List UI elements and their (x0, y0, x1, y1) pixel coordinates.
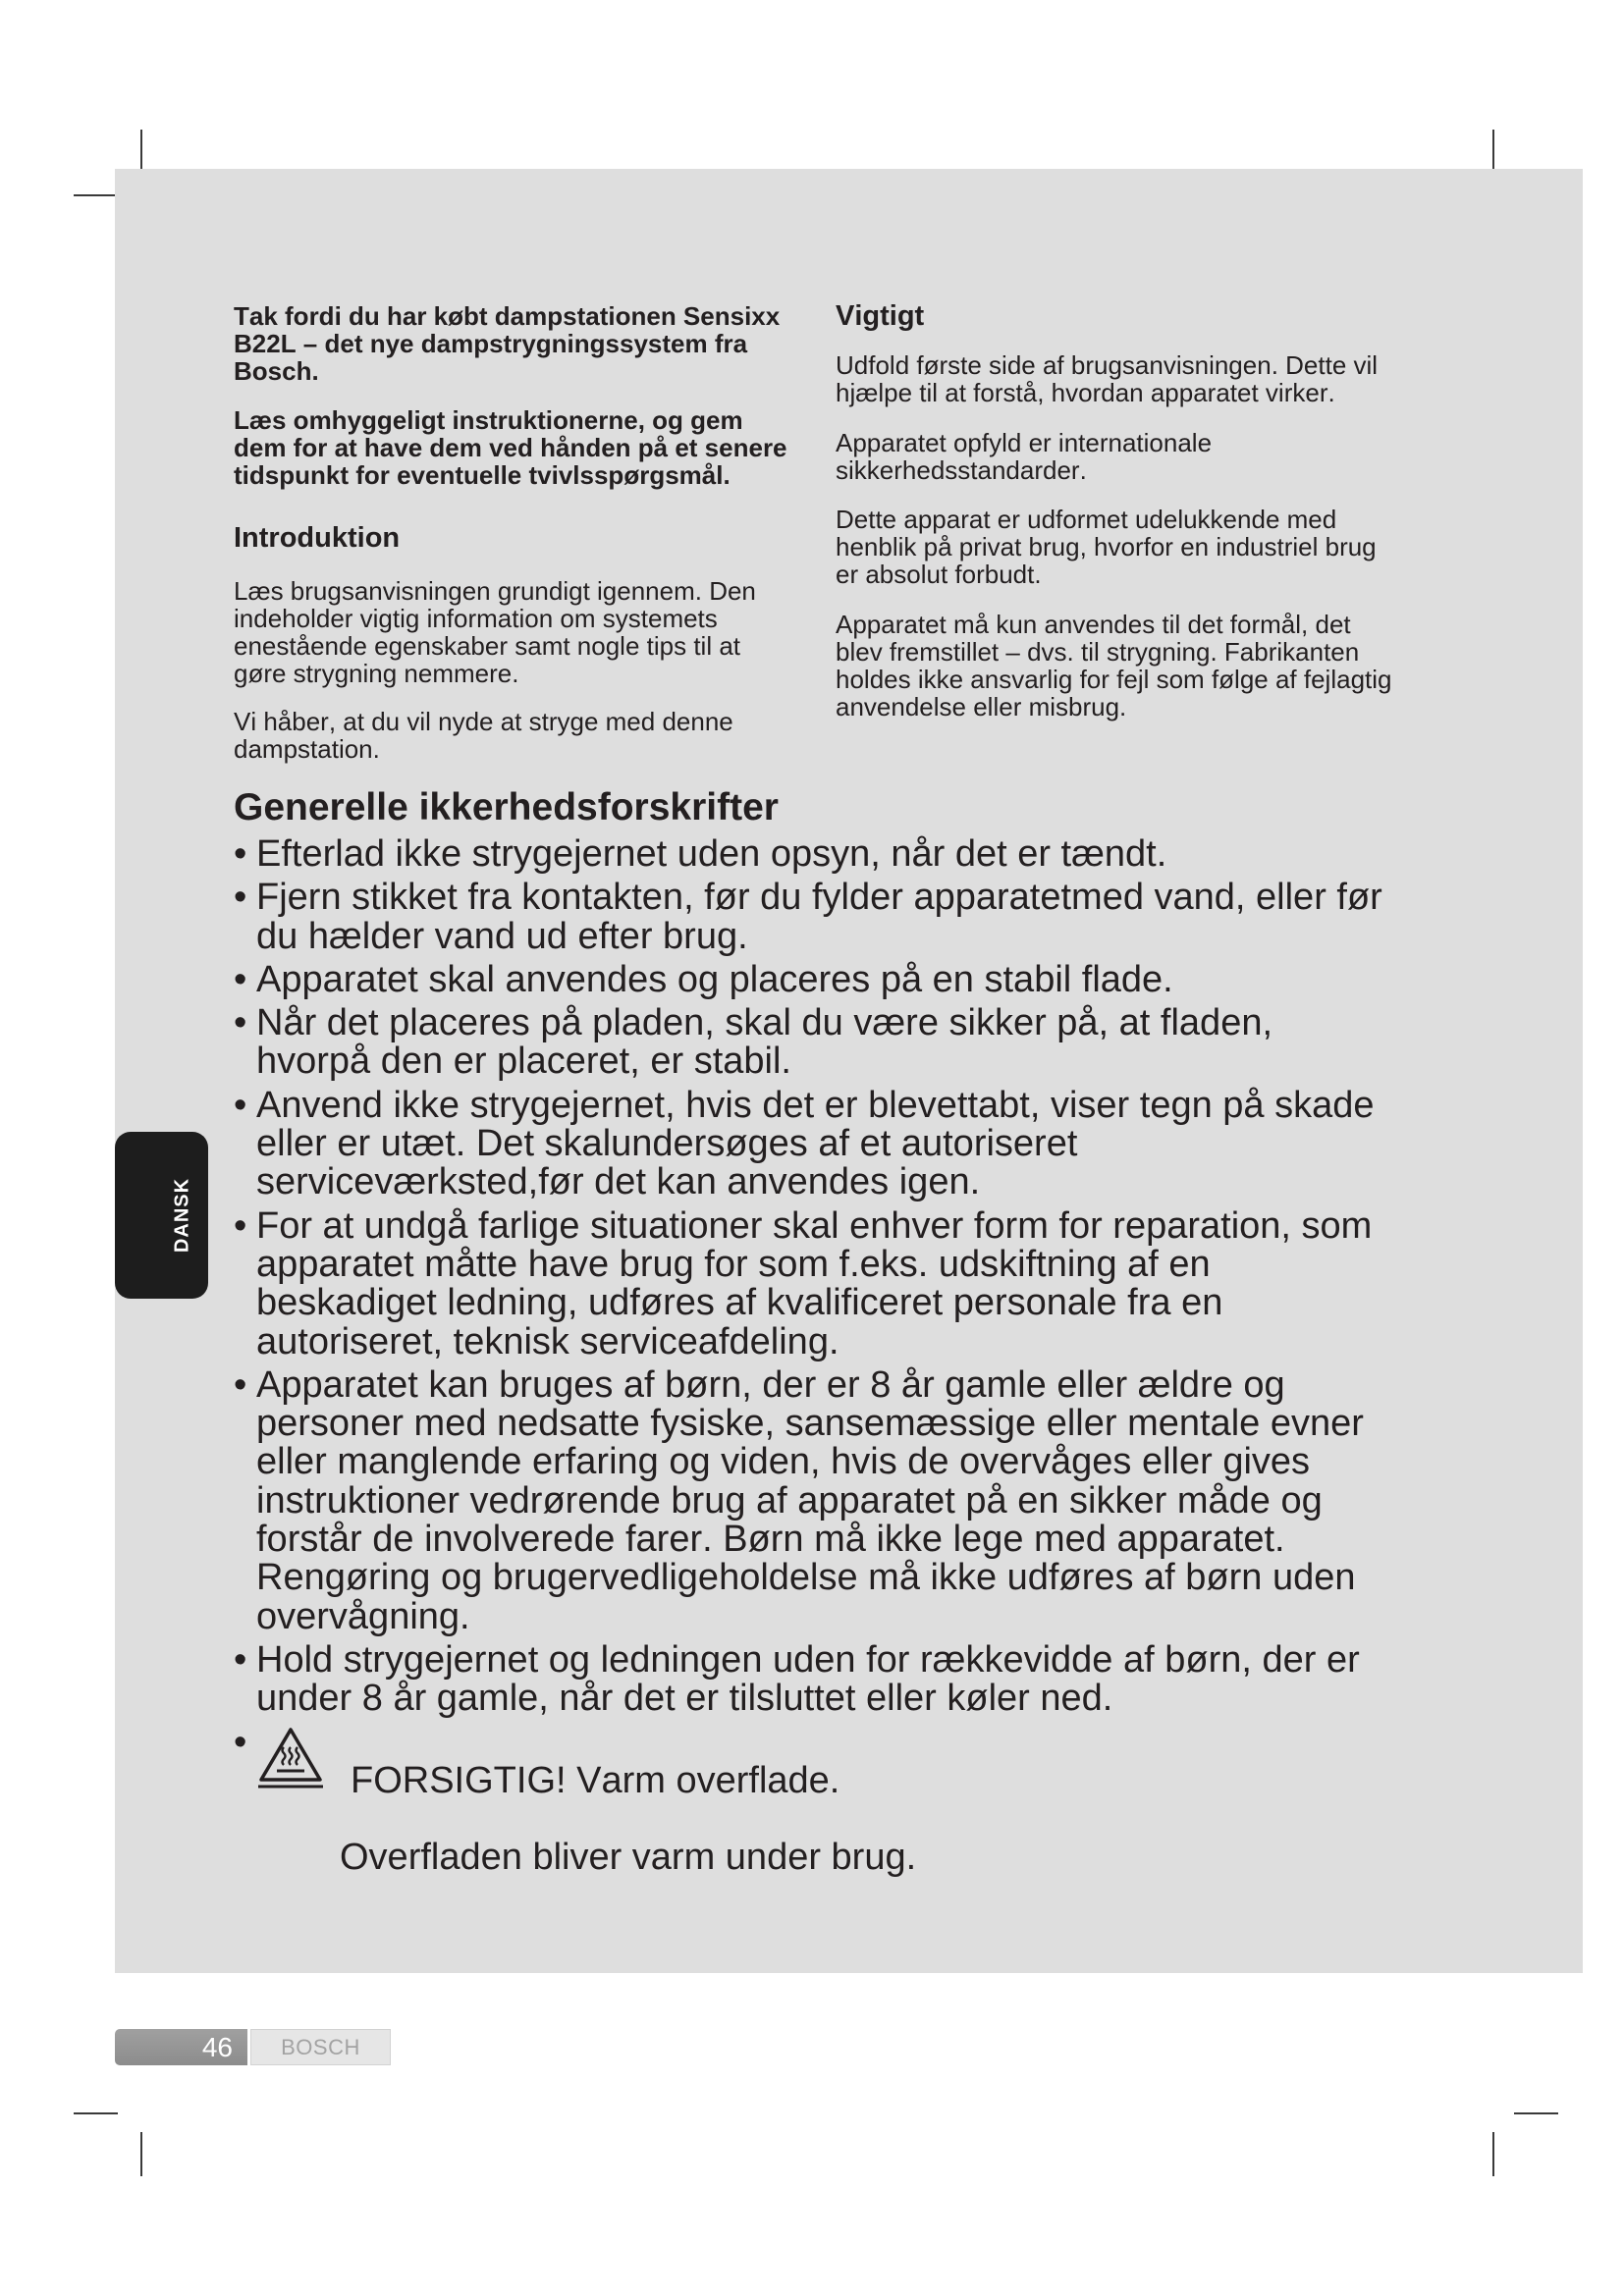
safety-item-text: For at undgå farlige situationer skal enhver form for reparation, som apparatet måtte have brug for som f.eks. udskiftning af en beskadiget ledning, udføres af kvalificeret personale fra en autoriseret, teknisk serviceafdeling. (256, 1204, 1373, 1362)
language-tab-label: DANSK (171, 1177, 193, 1254)
warning-description: Overfladen bliver varm under brug. (340, 1837, 917, 1879)
safety-list-item (234, 835, 1530, 874)
intro-paragraph: Læs brugsanvisningen grundigt igennem. Den indeholder vigtig information om systemets enestående egenskaber samt nogle tips til at gøre strygning nemmere. (234, 575, 756, 688)
warning-title: FORSIGTIG! Varm overflade. (351, 1759, 840, 1801)
bullet-icon: • (234, 833, 247, 875)
intro-heading: Introduktion (234, 521, 401, 554)
bullet-icon: • (234, 1204, 247, 1247)
safety-list-item (234, 879, 1530, 956)
important-paragraph: Apparatet må kun anvendes til det formål, det blev fremstillet – dvs. til strygning. Fabrikanten holdes ikke ansvarlig for fejl som følge af fejlagtig anvendelse eller misbrug. (836, 609, 1392, 721)
heat-wave (290, 1747, 293, 1765)
crop-mark (140, 2132, 142, 2176)
safety-item-text: Når det placeres på pladen, skal du være sikker på, at fladen, hvorpå den er placeret, er stabil. (256, 1002, 1273, 1083)
safety-item-text: Hold strygejernet og ledningen uden for rækkevidde af børn, der er under 8 år gamle, når det er tilsluttet eller køler ned. (256, 1638, 1360, 1720)
bullet-icon: • (234, 958, 247, 1000)
page-number: 46 (115, 2029, 247, 2065)
crop-mark (1492, 2132, 1494, 2176)
heat-wave (283, 1747, 286, 1765)
crop-mark (1514, 2112, 1558, 2114)
hot-surface-warning-icon (256, 1724, 325, 1792)
thank-you-paragraph: Tak fordi du har købt dampstationen Sensixx B22L – det nye dampstrygningssystem fra Bosch. (234, 301, 781, 386)
bullet-icon: • (234, 1002, 247, 1044)
safety-item-text: Efterlad ikke strygejernet uden opsyn, når det er tændt. (256, 833, 1167, 875)
hot-surface-warning-icon-graphic (256, 1724, 325, 1792)
crop-mark (74, 194, 118, 196)
brand-label: BOSCH (250, 2029, 391, 2065)
safety-section (234, 785, 1530, 1921)
safety-item-text: Fjern stikket fra kontakten, før du fylder apparatetmed vand, eller før du hælder vand ud efter brug. (256, 877, 1382, 957)
important-heading: Vigtigt (836, 300, 925, 332)
safety-list-item (234, 1363, 1530, 1637)
important-column (836, 282, 1464, 738)
safety-item-text: Apparatet skal anvendes og placeres på en stabil flade. (256, 958, 1173, 1000)
intro-column (234, 285, 823, 780)
bullet-icon: • (234, 1721, 247, 1763)
language-tab (115, 1132, 208, 1299)
safety-list-item (234, 958, 1530, 1000)
bullet-icon: • (234, 1084, 247, 1126)
safety-item-text: Apparatet kan bruges af børn, der er 8 år gamle eller ældre og personer med nedsatte fysiske, sansemæssige eller mentale evner eller manglende erfaring og viden, hvis de overvåges eller gives instruktioner vedrørende brug af apparatet på en sikker måde og forstår de involverede farer. Børn må ikke lege med apparatet. Rengøring og brugervedligeholdelse må ikke udføres af børn uden overvågning. (256, 1363, 1364, 1637)
bullet-icon: • (234, 877, 247, 919)
bullet-icon: • (234, 1638, 247, 1681)
hot-surface-warning (234, 1721, 1530, 1916)
important-paragraph: Dette apparat er udformet udelukkende med henblik på privat brug, hvorfor en industriel brug er absolut forbudt. (836, 505, 1377, 589)
safety-list-item (234, 1204, 1530, 1362)
crop-mark (140, 130, 142, 174)
safety-heading: Generelle ikkerhedsforskrifter (234, 786, 779, 828)
safety-list-item (234, 1004, 1530, 1082)
crop-mark (74, 2112, 118, 2114)
heat-wave (297, 1747, 299, 1765)
safety-list-item (234, 1084, 1530, 1203)
crop-mark (1492, 130, 1494, 174)
safety-list-item (234, 1638, 1530, 1720)
bullet-icon: • (234, 1363, 247, 1406)
safety-item-text: Anvend ikke strygejernet, hvis det er blevettabt, viser tegn på skade eller er utæt. Det skalundersøges af et autoriseret serviceværksted,før det kan anvendes igen. (256, 1084, 1375, 1203)
intro-paragraph: Vi håber, at du vil nyde at stryge med denne dampstation. (234, 707, 733, 764)
important-paragraph: Udfold første side af brugsanvisningen. Dette vil hjælpe til at forstå, hvordan apparatet virker. (836, 350, 1379, 407)
read-carefully-paragraph: Læs omhyggeligt instruktionerne, og gem dem for at have dem ved hånden på et senere tidspunkt for eventuelle tvivlsspørgsmål. (234, 404, 787, 490)
important-paragraph: Apparatet opfyld er internationale sikkerhedsstandarder. (836, 427, 1213, 485)
warning-text-block (340, 1724, 916, 1916)
